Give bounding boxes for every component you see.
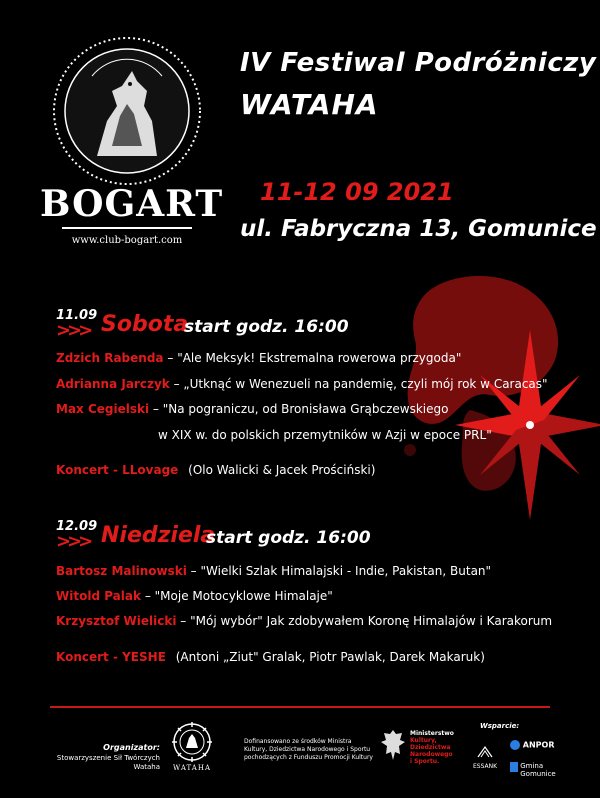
speaker-name: Zdzich Rabenda — [56, 351, 164, 365]
day-date: 12.09 — [56, 519, 98, 534]
talk-title: "Ale Meksyk! Ekstremalna rowerowa przygoda" — [177, 351, 462, 365]
program-item — [56, 376, 548, 392]
ministry-line: Ministerstwo — [410, 730, 454, 737]
concert-item — [56, 649, 485, 665]
sponsor-anpor — [510, 740, 555, 750]
separator: – — [190, 564, 197, 578]
talk-title: "Mój wybór" Jak zdobywałem Koronę Himalajów i Karakorum — [190, 614, 553, 628]
day-start-time: start godz. 16:00 — [206, 528, 371, 548]
concert-item — [56, 462, 375, 478]
speaker-name: Bartosz Malinowski — [56, 564, 187, 578]
program-item-continuation — [158, 427, 492, 443]
bogart-url: www.club-bogart.com — [71, 235, 183, 246]
day-header-saturday — [56, 308, 416, 348]
program-item — [56, 401, 448, 417]
program-item — [56, 563, 491, 579]
day-date: 11.09 — [56, 308, 98, 323]
sponsor-name: ESSANK — [472, 763, 498, 770]
bogart-logo-text: BOGART — [40, 183, 224, 225]
sponsor-name: Gmina — [520, 762, 544, 770]
speaker-name: Krzysztof Wielicki — [56, 614, 177, 628]
festival-address: ul. Fabryczna 13, Gomunice — [240, 216, 597, 242]
sponsor-name: ANPOR — [522, 740, 555, 750]
talk-title: "Moje Motocyklowe Himalaje" — [154, 589, 333, 603]
talk-title: "Wielki Szlak Himalajski - Indie, Pakistan, Butan" — [200, 564, 492, 578]
arrows-icon: >>> — [56, 531, 90, 552]
speaker-name: Max Cegielski — [56, 402, 150, 416]
ministry-line: Dziedzictwa — [410, 744, 451, 751]
sponsor-gmina — [510, 762, 556, 778]
festival-dates: 11-12 09 2021 — [260, 178, 454, 206]
concert-detail: (Antoni „Ziut" Gralak, Piotr Pawlak, Darek Makaruk) — [175, 650, 485, 664]
speaker-name: Witold Palak — [56, 589, 141, 603]
speaker-name: Adrianna Jarczyk — [56, 377, 170, 391]
talk-title-continuation: w XIX w. do polskich przemytników w Azji w epoce PRL" — [158, 428, 492, 442]
talk-title: „Utknąć w Wenezueli na pandemię, czyli mój rok w Caracas" — [183, 377, 548, 391]
ministry-line: Kultury, — [410, 737, 437, 744]
concert-label: Koncert - YESHE — [56, 650, 166, 664]
separator: – — [167, 351, 174, 365]
separator: – — [180, 614, 187, 628]
separator: – — [144, 589, 151, 603]
support-label: Wsparcie: — [480, 722, 520, 730]
day-name: Niedziela — [101, 523, 216, 548]
separator: – — [173, 377, 180, 391]
festival-title: IV Festiwal Podróżniczy — [240, 48, 597, 78]
anpor-logo-icon — [510, 740, 520, 750]
funding-note: Dofinansowano ze środków Ministra Kultury, Dziedzictwa Narodowego i Sportu pochodzących z Funduszu Promocji Kultury — [244, 738, 373, 761]
bogart-wolf-logo — [52, 36, 202, 186]
day-start-time: start godz. 16:00 — [184, 317, 349, 337]
arrows-icon: >>> — [56, 320, 90, 341]
sponsor-essank — [466, 745, 504, 771]
wataha-logo-icon — [172, 722, 212, 762]
separator: – — [152, 402, 159, 416]
footer-divider — [50, 706, 550, 708]
polish-eagle-icon — [380, 728, 406, 762]
ministry-logo-text — [410, 730, 470, 765]
sponsor-name: Gomunice — [520, 770, 556, 778]
organizer-label: Organizator: — [103, 743, 160, 752]
organizer-name: Stowarzyszenie Sił Twórczych Wataha — [56, 754, 160, 771]
ministry-line: Narodowego — [410, 751, 453, 758]
talk-title: "Na pograniczu, od Bronisława Grąbczewskiego — [162, 402, 449, 416]
concert-detail: (Olo Walicki & Jacek Prościński) — [188, 463, 376, 477]
day-header-sunday — [56, 519, 416, 559]
program-item — [56, 613, 552, 629]
program-item — [56, 588, 333, 604]
essank-logo-icon — [476, 745, 494, 759]
festival-name: WATAHA — [240, 88, 379, 121]
concert-label: Koncert - LLovage — [56, 463, 179, 477]
day-name: Sobota — [101, 312, 189, 337]
logo-divider — [62, 227, 192, 229]
program-item — [56, 350, 461, 366]
gmina-crest-icon — [510, 762, 518, 772]
ministry-line: i Sportu. — [410, 758, 440, 765]
wataha-logo-text: WATAHA — [172, 764, 212, 772]
